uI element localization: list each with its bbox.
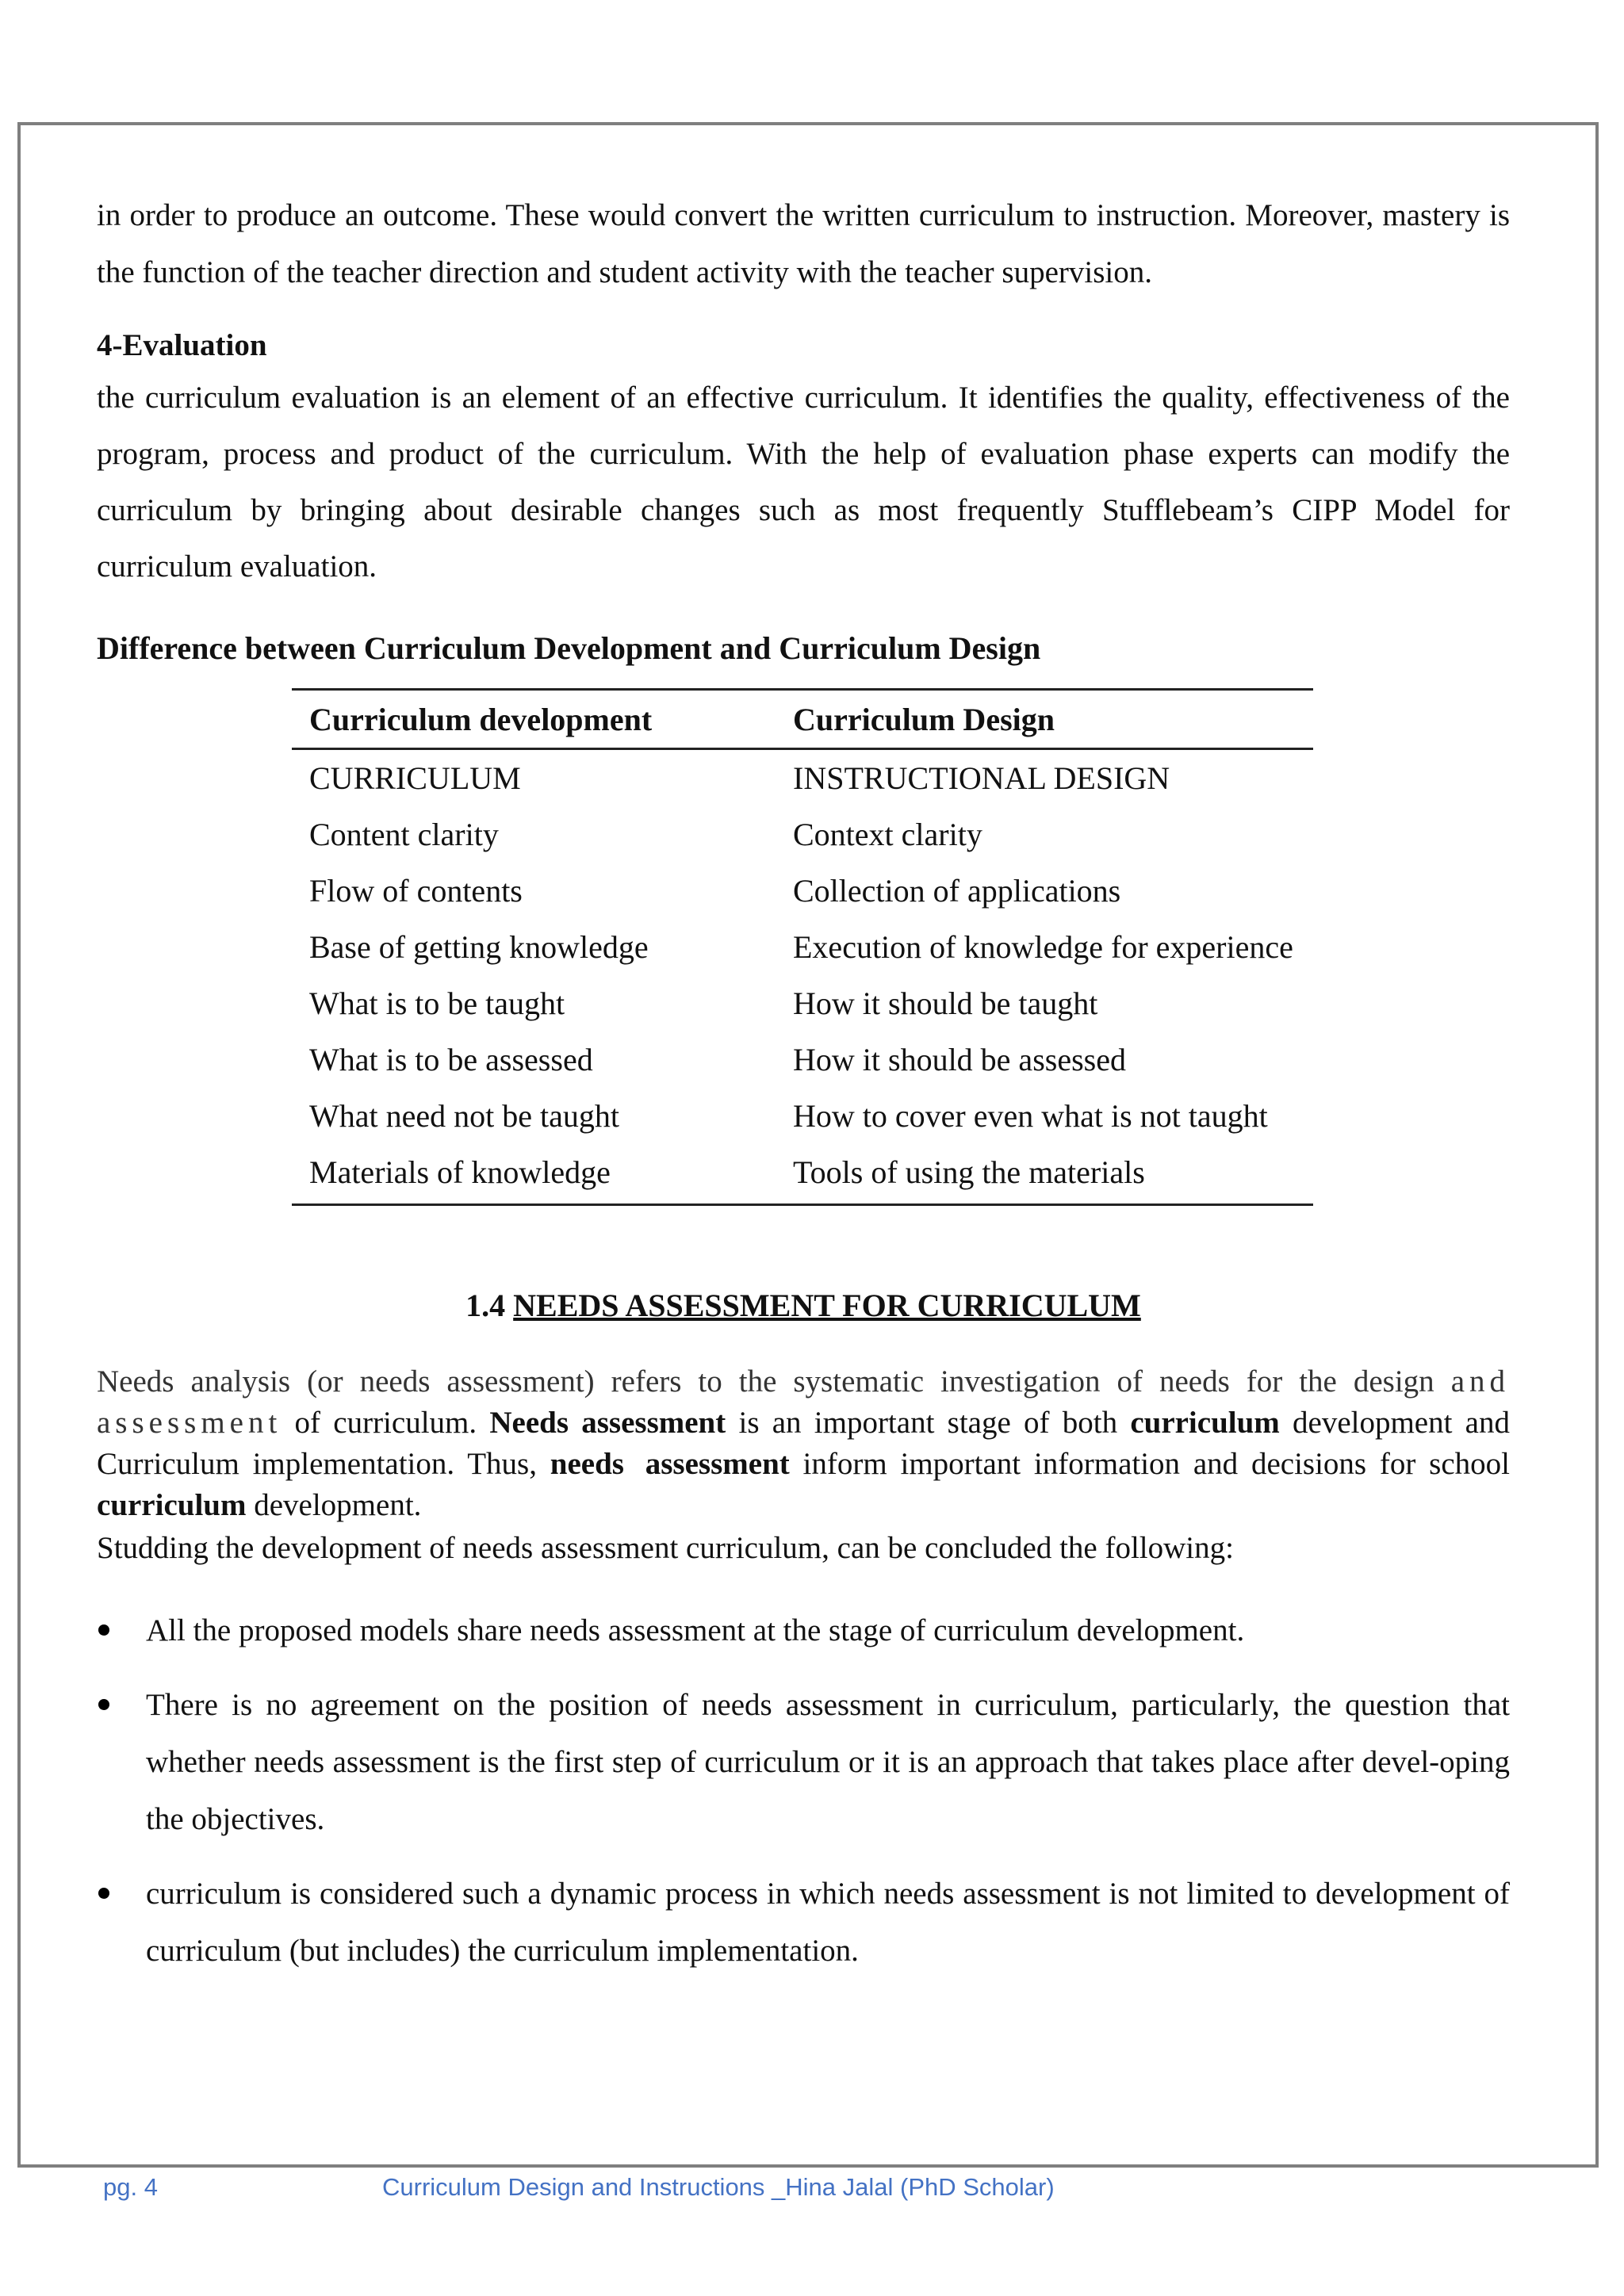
table-cell: What is to be assessed: [309, 1042, 593, 1077]
list-item-text: curriculum is considered such a dynamic process in which needs assessment is not limited to development of curriculum (but includes) the curriculum implementation.: [146, 1877, 1510, 1968]
table-row: [292, 1088, 1313, 1144]
page-content: [97, 187, 1510, 1997]
table-cell: Context clarity: [793, 817, 982, 852]
comparison-table: [292, 688, 1313, 1206]
needs-bold-term: curriculum: [1130, 1406, 1280, 1440]
bullet-icon: [98, 1624, 109, 1636]
needs-text: development.: [254, 1488, 422, 1522]
table-cell: Flow of contents: [309, 873, 523, 909]
table-cell: Tools of using the materials: [776, 1144, 1313, 1205]
table-row: [292, 749, 1313, 807]
needs-text: is an important stage of both: [738, 1406, 1118, 1440]
page-footer: [0, 2166, 1624, 2209]
column-header: Curriculum Design: [776, 690, 1313, 749]
table-cell: CURRICULUM: [309, 760, 521, 796]
bullet-icon: [98, 1888, 109, 1899]
table-row: [292, 863, 1313, 919]
list-item-text: There is no agreement on the position of needs assessment in curriculum, particularly, the question that whether needs assessment is the first step of curriculum or it is an approach that takes place after devel-oping the objectives.: [146, 1688, 1510, 1836]
table-row: [292, 1144, 1313, 1205]
table-cell: Execution of knowledge for experience: [793, 929, 1293, 965]
conclusion-list: [97, 1602, 1510, 1980]
needs-text: of curriculum.: [294, 1406, 477, 1440]
table-cell: INSTRUCTIONAL DESIGN: [793, 760, 1170, 796]
list-item: [97, 1866, 1510, 1980]
evaluation-heading: 4-Evaluation: [97, 328, 267, 362]
bullet-icon: [98, 1699, 109, 1710]
needs-text: Needs analysis (or needs assessment) refers to the systematic investigation of needs for the design: [97, 1364, 1434, 1399]
table-cell: How it should be assessed: [793, 1042, 1126, 1077]
needs-bold-term: Needs assessment: [489, 1406, 726, 1440]
needs-bold-term: curriculum: [97, 1488, 247, 1522]
needs-text: development and Curriculum implementation. Thus,: [97, 1406, 1510, 1481]
table-cell: How it should be taught: [793, 985, 1098, 1021]
table-cell: Collection of applications: [793, 873, 1121, 909]
section-title: NEEDS ASSESSMENT FOR CURRICULUM: [513, 1288, 1141, 1323]
conclusion-line: Studding the development of needs assessment curriculum, can be concluded the following:: [97, 1531, 1234, 1565]
needs-text-spaced: and assessment: [97, 1364, 1510, 1440]
list-item: [97, 1677, 1510, 1848]
table-cell: Materials of knowledge: [292, 1144, 776, 1205]
needs-paragraph: [97, 1361, 1510, 1526]
table-cell: Base of getting knowledge: [309, 929, 649, 965]
table-row: [292, 975, 1313, 1031]
table-row: [292, 1031, 1313, 1088]
table-cell: How to cover even what is not taught: [793, 1098, 1268, 1134]
section-heading: [97, 1282, 1510, 1330]
needs-bold-term: needs assessment: [550, 1447, 790, 1481]
table-header-row: [292, 690, 1313, 749]
table-cell: What is to be taught: [309, 985, 565, 1021]
list-item: [97, 1602, 1510, 1659]
page-number: pg. 4: [103, 2173, 158, 2201]
list-item-text: All the proposed models share needs assessment at the stage of curriculum development.: [146, 1613, 1245, 1647]
section-number: 1.4: [465, 1288, 506, 1323]
table-row: [292, 919, 1313, 975]
table-cell: Content clarity: [309, 817, 499, 852]
footer-title: Curriculum Design and Instructions _Hina Jalal (PhD Scholar): [382, 2173, 1055, 2201]
table-cell: What need not be taught: [309, 1098, 619, 1134]
intro-paragraph: in order to produce an outcome. These would convert the written curriculum to instruction. Moreover, mastery is the function of the teacher direction and student activity with the teacher supervision.: [97, 198, 1510, 289]
column-header: Curriculum development: [292, 690, 776, 749]
table-row: [292, 806, 1313, 863]
evaluation-paragraph: the curriculum evaluation is an element of an effective curriculum. It identifies the quality, effectiveness of the program, process and product of the curriculum. With the help of evaluation phase experts can modify the curriculum by bringing about desirable changes such as most frequently Stufflebeam’s CIPP Model for curriculum evaluation.: [97, 381, 1510, 584]
needs-text: inform important information and decisions for school: [802, 1447, 1510, 1481]
difference-heading: Difference between Curriculum Development and Curriculum Design: [97, 630, 1041, 666]
